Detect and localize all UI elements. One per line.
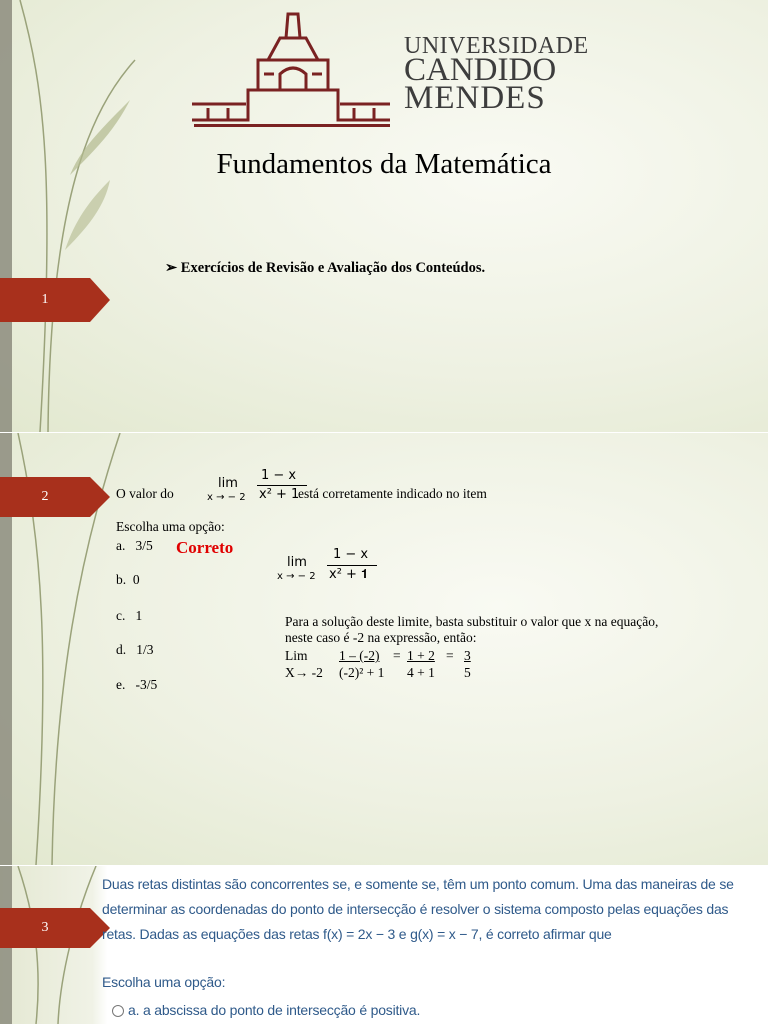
slide-number-badge — [0, 908, 110, 948]
slide-number: 2 — [41, 489, 49, 504]
calc-subscript: X→ -2 — [285, 665, 323, 680]
option-text: 1/3 — [136, 642, 154, 657]
page-title: Fundamentos da Matemática — [216, 148, 552, 180]
option-letter: e. — [116, 677, 126, 692]
calc-denominator-3: 5 — [464, 665, 471, 680]
calc-denominator-1: (-2)² + 1 — [339, 665, 385, 680]
question-line-1: Duas retas distintas são concorrentes se, e somente se, têm um ponto comum. Uma das maneiras de se — [102, 876, 734, 892]
limit-word: lim — [218, 476, 238, 491]
calc-equals-2: = — [446, 648, 454, 663]
question-line-2: determinar as coordenadas do ponto de intersecção é resolver o sistema composto pelas equações das — [102, 901, 729, 917]
calc-numerator-1: 1 – (-2) — [339, 648, 380, 663]
slide-number: 3 — [41, 920, 49, 935]
option-text: 0 — [132, 572, 140, 587]
university-logo-icon — [188, 8, 398, 130]
option-a-label[interactable]: a. a abscissa do ponto de intersecção é positiva. — [128, 1002, 421, 1018]
calc-equals-1: = — [393, 648, 401, 663]
slide-3 — [0, 866, 768, 1024]
display-limit-word: lim — [287, 555, 307, 570]
calc-lim: Lim — [285, 648, 308, 663]
slide-2 — [0, 433, 768, 865]
option-b[interactable] — [116, 572, 140, 588]
slide-number-badge — [0, 477, 110, 517]
question-prefix: O valor do — [116, 486, 174, 501]
slide-number: 1 — [41, 292, 49, 307]
logo-line-2: CANDIDO — [404, 52, 557, 88]
option-text: 1 — [135, 608, 143, 623]
calc-denominator-2: 4 + 1 — [407, 665, 435, 680]
logo-line-1: UNIVERSIDADE — [404, 33, 589, 59]
option-letter: a. — [116, 538, 126, 553]
display-limit-numerator: 1 − x — [333, 547, 369, 562]
display-limit-subscript: x → − 2 — [277, 571, 316, 582]
choose-option-label: Escolha uma opção: — [116, 519, 225, 534]
option-letter: c. — [116, 608, 126, 623]
option-letter: d. — [116, 642, 127, 657]
frond-decoration — [0, 0, 140, 432]
calc-numerator-2: 1 + 2 — [407, 648, 435, 663]
option-a-radio[interactable] — [112, 1005, 124, 1017]
bullet-text: Exercícios de Revisão e Avaliação dos Conteúdos. — [180, 260, 486, 276]
bullet-item — [165, 260, 485, 277]
option-a[interactable] — [116, 538, 153, 554]
calc-numerator-3: 3 — [464, 648, 471, 663]
slide-number-badge — [0, 278, 110, 322]
question-line-3: retas. Dadas as equações das retas f(x) = 2x − 3 e g(x) = x − 7, é correto afirmar que — [102, 926, 612, 942]
correct-label: Correto — [176, 538, 234, 557]
display-limit-denominator: x² + 𝟏 — [329, 567, 369, 582]
fraction-bar — [327, 565, 377, 566]
limit-subscript: x → − 2 — [207, 492, 246, 503]
logo-line-3: MENDES — [404, 80, 546, 116]
slide-1 — [0, 0, 768, 432]
explanation-line-1: Para a solução deste limite, basta substituir o valor que x na equação, — [285, 614, 659, 629]
option-d[interactable] — [116, 642, 154, 658]
option-text: 3/5 — [135, 538, 153, 553]
limit-denominator: x² + 1 — [259, 487, 300, 502]
limit-numerator: 1 − x — [261, 468, 297, 483]
choose-option-label: Escolha uma opção: — [102, 974, 226, 990]
option-c[interactable] — [116, 608, 142, 624]
explanation-line-2: neste caso é -2 na expressão, então: — [285, 630, 477, 645]
question-suffix: está corretamente indicado no item — [298, 486, 487, 501]
option-text: -3/5 — [135, 677, 158, 692]
option-e[interactable] — [116, 677, 157, 693]
arrow-bullet-icon: ➢ — [165, 260, 181, 276]
option-letter: b. — [116, 572, 127, 587]
